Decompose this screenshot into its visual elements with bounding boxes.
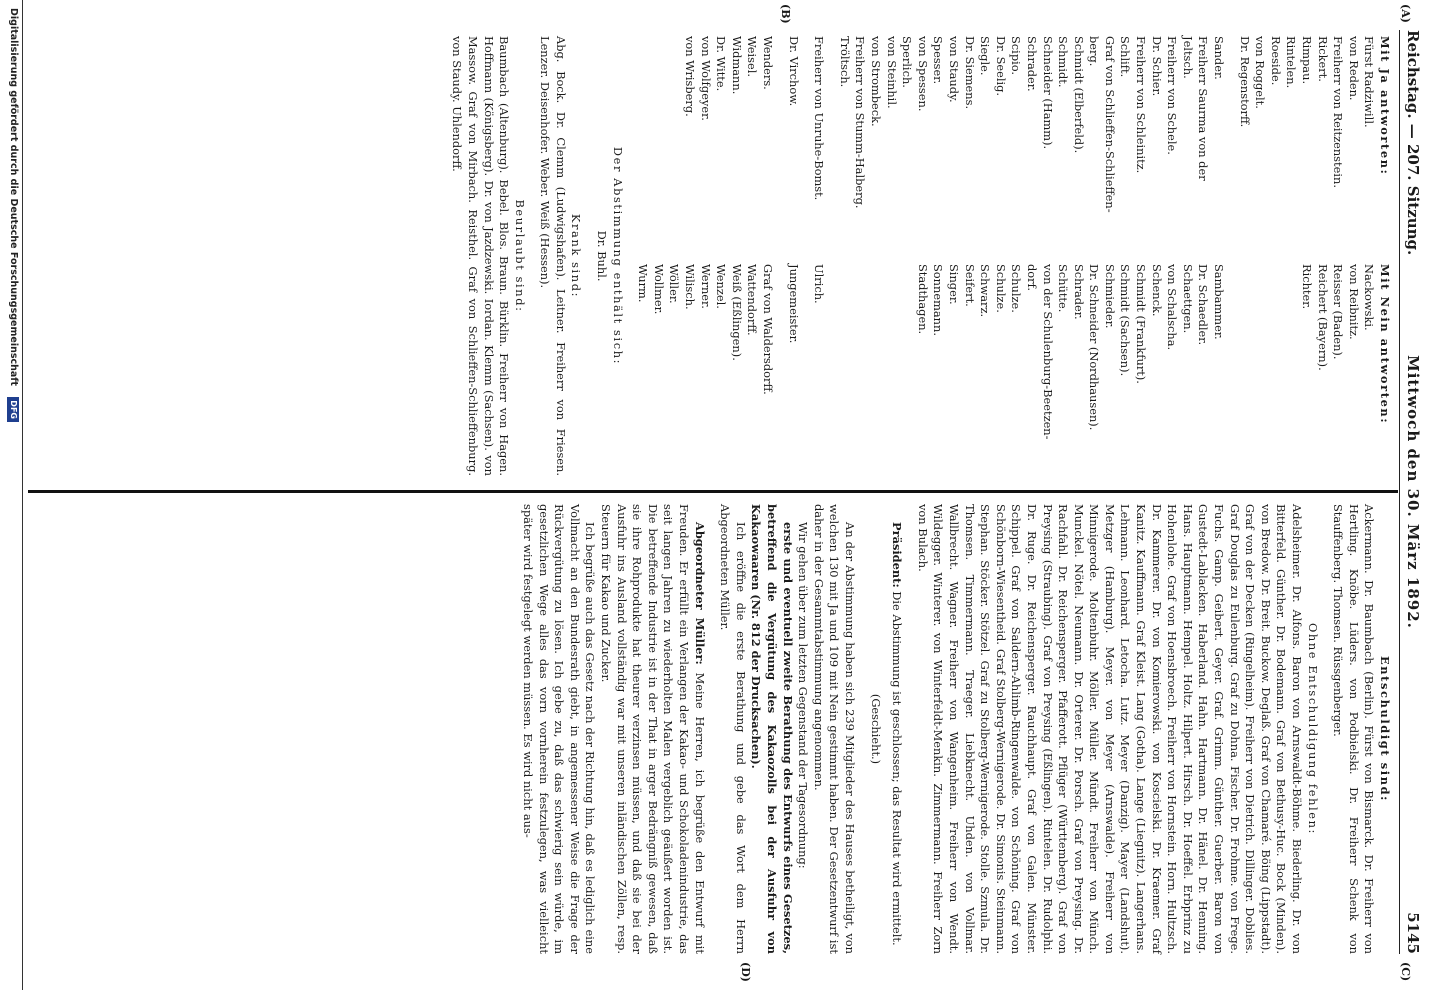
member-name: Dr. Siemens. xyxy=(962,36,977,110)
member-name: Nackowski. xyxy=(1362,264,1377,331)
member-name: Reichert (Bayern). xyxy=(1315,264,1330,371)
member-name: Ulrich. xyxy=(812,264,827,304)
member-name: Dr. Schier. xyxy=(1149,36,1164,97)
member-name: Schaettgen. xyxy=(1180,264,1195,334)
dfg-logo: DFG xyxy=(7,397,19,422)
member-name: Weisel. xyxy=(745,36,760,78)
member-name: Freiherr von Stumm-Halberg. xyxy=(853,36,868,209)
krank-text: Abg. Bock. Dr. Clemm (Ludwigshafen). Leitner. Freiherr von Friesen. Lenzer. Deisenhofer. Weber. Weiß (Hessen). xyxy=(538,36,568,476)
member-name: Wenzel. xyxy=(714,264,729,309)
member-name: Dr. Virchow. xyxy=(786,36,801,107)
member-name: Wilisch. xyxy=(683,264,698,310)
member-name: Rickert. xyxy=(1315,36,1330,82)
member-name: Roeside. xyxy=(1268,36,1283,86)
ja-list-2 xyxy=(836,36,1226,248)
member-name: Wattendorff. xyxy=(745,264,760,336)
member-name: Reisser (Baden). xyxy=(1331,264,1346,360)
president-text: Die Abstimmung ist geschlossen; das Resultat wird ermittelt. xyxy=(890,591,905,946)
member-name: Richter. xyxy=(1300,264,1315,310)
member-name: Seifert. xyxy=(962,264,977,307)
beurlaubt-text: Baumbach (Altenburg). Bebel. Blos. Braun. Bürklin. Freiherr von Hagen. Hoffmann (Königsberg). Dr. von Jazdzewski. Iordan. Klemm (Sachsen). von Massow. Graf von Mirbach. Reisthel. Graf von Schlieffen-Schlieffenburg. von Staudy. Uhlendorff. xyxy=(450,36,512,476)
member-name: Sambammer. xyxy=(1212,264,1227,340)
member-name: dorf. xyxy=(1024,264,1039,292)
member-name: von der Schulenburg-Beetzen- xyxy=(1040,264,1055,440)
left-column xyxy=(449,36,1392,476)
nein-heading: Mit Nein antworten: xyxy=(1378,264,1392,425)
beurlaubt-heading: Beurlaubt sind: xyxy=(512,199,527,313)
member-name: Singer. xyxy=(946,264,961,305)
member-name: Schmidt. xyxy=(1056,36,1071,88)
member-name: Sperlich. xyxy=(900,36,915,88)
header-date: Mittwoch den 30. März 1892. xyxy=(1404,355,1422,629)
vote-block-4 xyxy=(785,36,801,476)
member-name: Graf von Schlieffen-Schlieffen- xyxy=(1102,36,1117,213)
member-name: Schlift. xyxy=(1118,36,1133,78)
member-name: Freiherr Saurma von der xyxy=(1196,36,1211,181)
ja-list-3 xyxy=(811,36,827,248)
member-name: Schütte. xyxy=(1056,264,1071,313)
member-name: von Wrisberg. xyxy=(683,36,698,117)
member-name: Schulze. xyxy=(993,264,1008,313)
member-name: von Roggelt. xyxy=(1253,36,1268,109)
margin-mark-a: (A) xyxy=(1399,4,1412,23)
member-name: von Wolfgeyer. xyxy=(698,36,713,121)
member-name: Rimpau. xyxy=(1300,36,1315,85)
member-name: Graf von Waldersdorff. xyxy=(761,264,776,395)
member-name: Dr. Regenstorff. xyxy=(1237,36,1252,128)
president-statement xyxy=(889,504,905,954)
member-name: Schulze. xyxy=(1009,264,1024,313)
agenda-item: erste und eventuell zweite Berathung des Entwurfs eines Gesetzes, betreffend die Vergütung des Kakaozolls bei der Ausfuhr von Kakaowaaren (Nr. 812 der Drucksachen). xyxy=(749,504,795,954)
entschuldigt-text: Ackermann. Dr. Baumbach (Berlin). Fürst von Bismarck. Dr. Freiherr von Hertling. Knöbe. Lüders. von Podbielski. Dr. Freiherr Schenk von Stauffenberg. Thomsen. Rüssgenberger. xyxy=(1331,504,1377,954)
nein-list-1 xyxy=(1236,264,1376,476)
footer-text: Digitalisierung gefördert durch die Deutsche Forschungsgemeinschaft xyxy=(8,8,19,386)
member-name: Dr. Witte. xyxy=(714,36,729,92)
member-name: von Spessen. xyxy=(915,36,930,112)
member-name: Schmidt (Sachsen). xyxy=(1118,264,1133,377)
member-name: von Reibnitz. xyxy=(1346,264,1361,340)
member-name: von Reden. xyxy=(1346,36,1361,101)
ja-heading: Mit Ja antworten: xyxy=(1378,36,1392,176)
nein-list-2 xyxy=(836,264,1226,476)
speaker-label: Abgeordneter Müller: xyxy=(692,522,707,665)
member-name: Freiherr von Unruhe-Bomst. xyxy=(812,36,827,201)
member-name: Wollmer. xyxy=(651,264,666,315)
ja-list-4 xyxy=(785,36,801,248)
member-name: von Strombeck. xyxy=(869,36,883,127)
member-name: Sander. xyxy=(1212,36,1227,80)
nein-list-4 xyxy=(785,264,801,476)
vote-block-3 xyxy=(811,36,827,476)
opening-paragraph: Ich eröffne die erste Berathung und gebe das Wort dem Herrn Abgeordneten Müller. xyxy=(718,504,748,954)
member-name: Freiherr von Schleinitz. xyxy=(1134,36,1149,174)
pause-note: (Geschieht.) xyxy=(868,693,883,765)
member-name: Freiherr von Schele. xyxy=(1165,36,1180,155)
member-name: Jungemeister. xyxy=(786,264,801,344)
column-divider xyxy=(28,490,1398,493)
ja-list-1 xyxy=(1236,36,1376,248)
page-number: 5145 xyxy=(1404,912,1422,954)
header-left: Reichstag. — 207. Sitzung. xyxy=(1404,30,1422,256)
member-name: Schmidt (Frankfurt). xyxy=(1134,264,1149,384)
member-name: Schrader. xyxy=(1024,36,1039,92)
margin-mark-c: (C) xyxy=(1399,962,1412,982)
member-name: von Staudy. xyxy=(946,36,961,103)
vote-block-1 xyxy=(1236,36,1376,476)
member-name: Dr. Schaedler. xyxy=(1196,264,1211,346)
margin-mark-b: (B) xyxy=(779,4,792,24)
member-name: Wenders. xyxy=(761,36,776,90)
member-name: Stadthagen. xyxy=(915,264,930,335)
member-name: von Steinhil. xyxy=(884,36,899,109)
member-name: Sonnemann. xyxy=(931,264,946,336)
member-name: Spesser. xyxy=(931,36,946,85)
vote-headings xyxy=(1376,36,1392,476)
member-name: Dr. Schneider (Nordhausen). xyxy=(1087,264,1102,431)
ja-list-5 xyxy=(635,36,775,248)
speech-paragraph-2: Ich begrüße auch das Gesetz nach der Richtung hin, daß es lediglich eine Vollmacht an den Bundesrath giebt, in angemessener Weise die Frage der Rückvergütung zu lösen. Ich gebe zu, daß das schwierig sein würde, im gesetzlichen Wege alles das vorn vornherein festzulegen, was vielleicht später wird festgelegt werden müssen. Es wird nicht aus- xyxy=(521,504,598,954)
vote-block-2 xyxy=(836,36,1226,476)
member-name: Jeltsch. xyxy=(1180,36,1195,79)
result-paragraph: An der Abstimmung haben sich 239 Mitglieder des Hauses betheiligt, von welchen 130 mit Ja und 109 mit Nein gestimmt haben. Der Gesetzentwurf ist daher in der Gesammtabstimmung angenommen. xyxy=(811,504,857,954)
member-name: Rintelen. xyxy=(1284,36,1299,89)
page-header xyxy=(1402,30,1428,954)
digitization-footer xyxy=(4,0,23,990)
member-name: Scipio. xyxy=(1009,36,1024,76)
member-name: Weiß (Eßlingen). xyxy=(729,264,744,361)
member-name: Schenck. xyxy=(1149,264,1164,317)
member-name: von Schalscha. xyxy=(1165,264,1180,351)
right-column xyxy=(520,504,1392,954)
member-name: Wurm. xyxy=(636,264,651,303)
member-name: Schmieder. xyxy=(1102,264,1117,329)
entschuldigt-heading: Entschuldigt sind: xyxy=(1378,656,1392,802)
agenda-paragraph: Wir gehen über zum letzten Gegenstand der Tagesordnung: xyxy=(796,522,811,869)
margin-mark-d: (D) xyxy=(739,962,752,982)
abstain-heading: Der Abstimmung enthält sich: xyxy=(610,146,625,366)
member-name: berg. xyxy=(1087,36,1102,67)
speech-text-1: Meine Herren, ich begrüße den Entwurf mit Freuden. Er erfüllt ein Verlangen der Kakao- und Schokoladenindustrie, das seit langen Jahren zu wiederholten Malen vergeblich geäußert worden ist. Die betreffende Industrie ist in der That in arger Bedrängniß gewesen, daß sie ihre Rohprodukte hat theurer verzinsen müssen, und daß sie bei der Ausfuhr ins Ausland vollständig war mit unseren inländischen Zöllen, resp. Steuern für Kakao und Zucker. xyxy=(599,504,707,954)
member-name: Schneider (Hamm). xyxy=(1040,36,1055,150)
ohne-text: Adelsheimer. Dr. Alfons. Baron von Arnswaldt-Böhme. Biederling. Dr. von Bitterfeld. Günther. Dr. Bodemann. Graf von Bethusy-Huc. Bock (Minden). von Bredow. Dr. Breit. Buckow. Deglaß. Graf von Chamaré. Böing (Lippstadt). Graf von der Decken (Ringelheim). Freiherr von Dietrich. Dillinger. Doblies. Graf Douglas zu Eulenburg. Graf zu Dohna. Fischer. Dr. Frohme. von Frege. Fuchs. Gamp. Geibert. Geyer. Graf. Grimm. Günther. Guerber. Baron von Gustedt-Lablacken. Haberland. Hahn. Hartmann. Dr. Hänel. Dr. Henning. Hans. Hauptmann. Hempel. Holtz. Hilpert. Hirsch. Dr. Hoeffel. Erbprinz zu Hohenlohe. Graf von Hoensbroech. Freiherr von Hornstein. Horn. Hultzsch. Dr. Kammerer. Dr. von Komierowski. von Koscielski. Dr. Kraemer. Graf Kanitz. Kauffmann. Graf Kleist. Lang (Gotha). Lange (Liegnitz). Langerhans. Lehmann. Leonhard. Letocha. Lutz. Meyer (Danzig). Mayer (Landshut). Metzger (Hamburg). Meyer. von Meyer (Arnswalde). Freiherr von Minnigerode. Moltenbuhr. Möller. Müller. Mündt. Freiherr von Münch. Munckel. Nötel. Neumann. Dr. Orterer. Dr. Porsch. Graf von Preysing. Dr. Rachfahl. Dr. Reichensperger. Pfafferott. Pflüger (Württemberg). Graf von Preysing (Straubing). Graf von Preysing (Eßlingen). Rintelen. Dr. Rudolphi. Dr. Ruge. Dr. Reichensperger. Rauchhaupt. Graf von Galen. Münster. Schippel. Graf von Saldern-Ahlimb-Ringenwalde. von Schöning. Graf von Schönborn-Wiesentheid. Graf Stolberg-Wernigerode. Dr. Simonis. Steinmann. Stephan. Stöcker. Stötzel. Graf zu Stolberg-Wernigerode. Stolle. Szmula. Dr. Thomsen. Timmermann. Traeger. Liebknecht. Uhden. von Vollmar. Wallbrecht. Wagner. Freiherr von Wangenheim. Freiherr von Wendt. Wildegger. Winterer. von Winterfeldt-Menkin. Zimmermann. Freiherr Zorn von Bulach. xyxy=(915,504,1305,954)
member-name: Tröltsch. xyxy=(837,36,852,88)
nein-list-3 xyxy=(811,264,827,476)
member-name: Wöller. xyxy=(667,264,682,304)
member-name: Dr. Seelig. xyxy=(993,36,1008,97)
krank-heading: Krank sind: xyxy=(569,213,584,299)
ohne-heading: Ohne Entschuldigung fehlen: xyxy=(1305,622,1320,835)
speech-paragraph-1 xyxy=(598,504,707,954)
member-name: Siegle. xyxy=(978,36,993,76)
member-name: Fürst Radziwill. xyxy=(1362,36,1377,128)
member-name: Schrader. xyxy=(1071,264,1086,320)
member-name: Freiherr von Reitzenstein. xyxy=(1331,36,1346,188)
document-page xyxy=(4,0,1432,990)
member-name: Werner. xyxy=(698,264,713,309)
abstain-name: Dr. Buhl. xyxy=(595,230,610,282)
member-name: Widmann. xyxy=(729,36,744,95)
president-label: Präsident: xyxy=(890,522,905,588)
vote-block-5 xyxy=(635,36,775,476)
header-rule xyxy=(1399,30,1400,954)
member-name: Schwarz. xyxy=(978,264,993,318)
nein-list-5 xyxy=(635,264,775,476)
member-name: Schmidt (Elberfeld). xyxy=(1071,36,1086,154)
